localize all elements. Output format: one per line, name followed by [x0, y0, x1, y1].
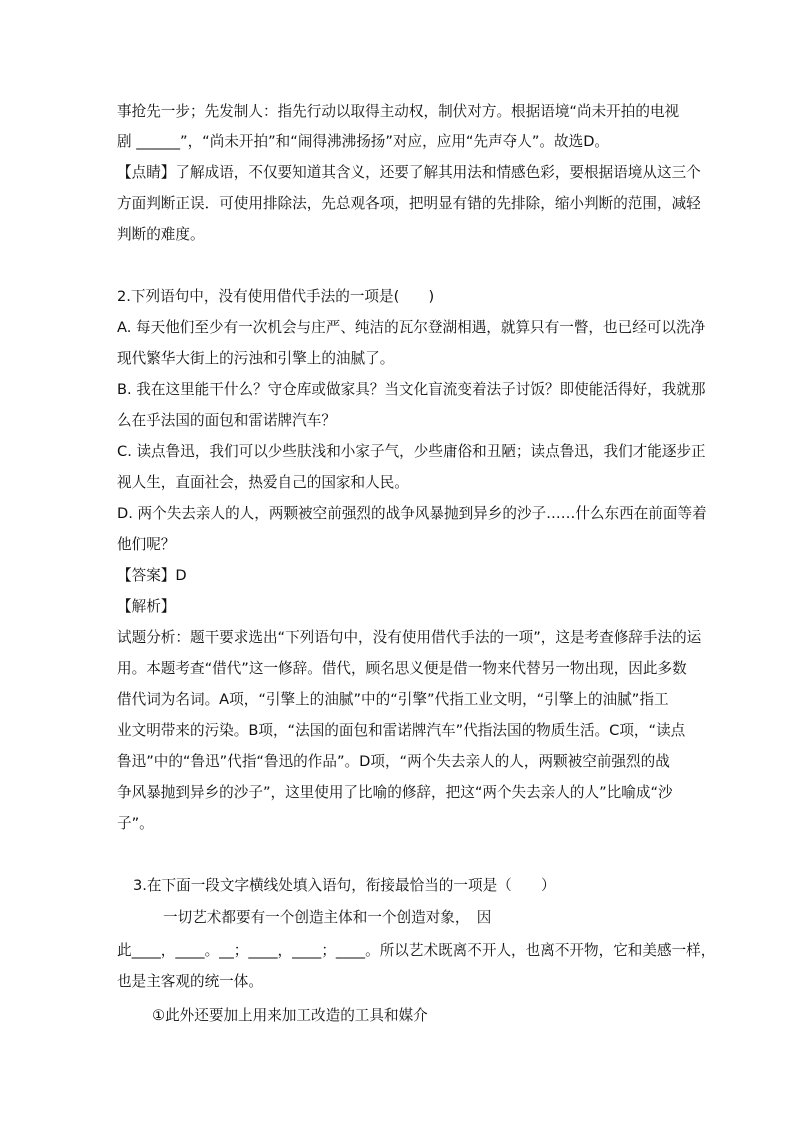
option-a: A. 每天他们至少有一次机会与庄严、纯洁的瓦尔登湖相遇，就算只有一瞥，也已经可以洗净: [117, 319, 706, 336]
dianjing-line: 【点睛】了解成语，不仅要知道其含义，还要了解其用法和情感色彩，要根据语境从这三个: [117, 164, 701, 181]
option-c: C. 读点鲁迅，我们可以少些肤浅和小家子气，少些庸俗和丑陋；读点鲁迅，我们才能逐步正: [117, 443, 706, 460]
text-line: 剧 ______”，“尚未开拍”和“闹得沸沸扬扬”对应，应用“先声夺人”。故选D。: [117, 133, 610, 150]
question-3-stem: 3.在下面一段文字横线处填入语句，衔接最恰当的一项是（ ）: [133, 877, 556, 894]
choice-item-1: ①此外还要加上用来加工改造的工具和媒介: [152, 1007, 428, 1024]
analysis-text: 争风暴抛到异乡的沙子”，这里使用了比喻的修辞，把这“两个失去亲人的人”比喻成“沙: [117, 784, 673, 801]
option-b: B. 我在这里能干什么？守仓库或做家具？当文化盲流变着法子讨饭？即使能活得好，我就那: [117, 381, 706, 398]
text-line: 方面判断正误．可使用排除法，先总观各项，把明显有错的先排除，缩小判断的范围，减轻: [117, 195, 701, 212]
analysis-text: 鲁迅”中的“鲁迅”代指“鲁迅的作品”。D项，“两个失去亲人的人，两颗被空前强烈的战: [117, 753, 670, 770]
question-2-stem: 2.下列语句中，没有使用借代手法的一项是( ): [117, 288, 435, 305]
analysis-label: 【解析】: [117, 598, 176, 615]
analysis-text: 业文明带来的污染。B项，“法国的面包和雷诺牌汽车”代指法国的物质生活。C项，“读点: [117, 722, 686, 739]
text-line: 么在乎法国的面包和雷诺牌汽车？: [117, 412, 336, 429]
passage-line: 也是主客观的统一体。: [117, 973, 263, 990]
analysis-text: 借代词为名词。A项，“引擎上的油腻”中的“引擎”代指工业文明，“引擎上的油腻”指工: [117, 691, 669, 708]
answer-label: 【答案】D: [117, 567, 187, 584]
text-line: 视人生，直面社会，热爱自己的国家和人民。: [117, 474, 409, 491]
analysis-text: 子”。: [117, 815, 154, 832]
text-line: 事抢先一步；先发制人：指先行动以取得主动权，制伏对方。根据语境“尚未开拍的电视: [117, 103, 680, 120]
analysis-text: 试题分析：题干要求选出“下列语句中，没有使用借代手法的一项”，这是考查修辞手法的运: [117, 629, 702, 646]
option-d: D. 两个失去亲人的人，两颗被空前强烈的战争风暴抛到异乡的沙子……什么东西在前面等着: [117, 505, 707, 522]
passage-line: 一切艺术都要有一个创造主体和一个创造对象， 因: [163, 909, 492, 926]
text-line: 现代繁华大街上的污浊和引擎上的油腻了。: [117, 350, 395, 367]
text-line: 他们呢？: [117, 536, 176, 553]
text-line: 判断的难度。: [117, 226, 205, 243]
analysis-text: 用。本题考查“借代”这一修辞。借代，顾名思义便是借一物来代替另一物出现，因此多数: [117, 660, 687, 677]
passage-line: 此____，____。__；____，____；____。所以艺术既离不开人，也离不开物，它和美感一样，: [117, 942, 716, 959]
